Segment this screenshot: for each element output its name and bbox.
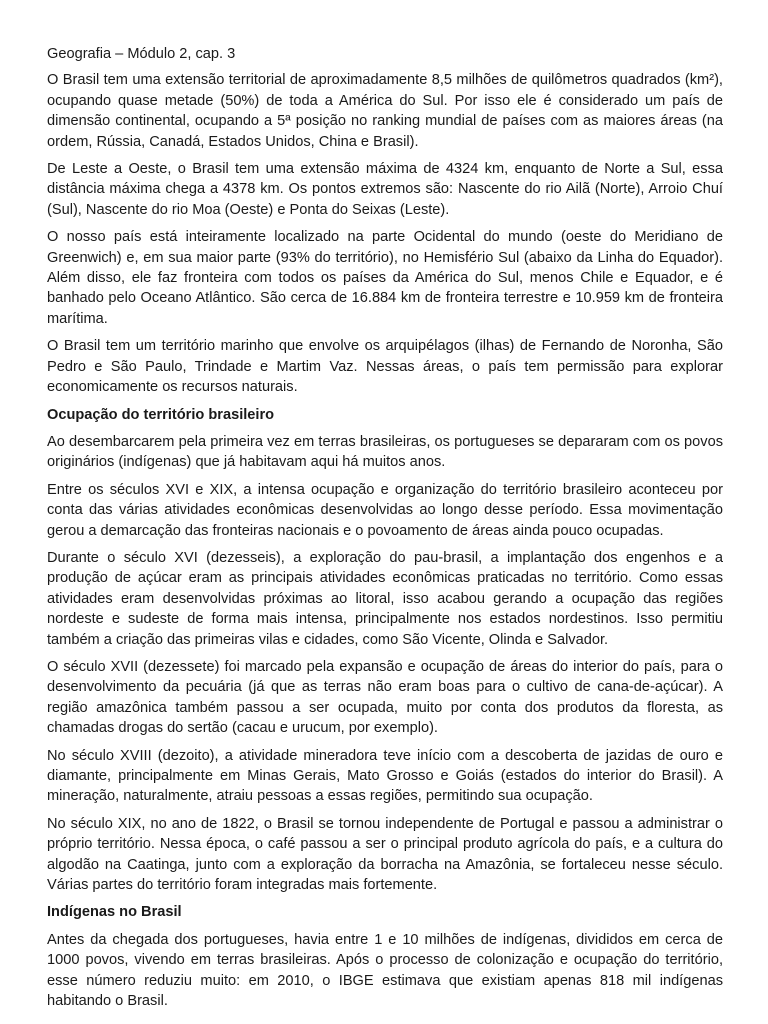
paragraph-desembarque: Ao desembarcarem pela primeira vez em terras brasileiras, os portugueses se depararam com os povos originários (indígenas) que já habitavam aqui há muitos anos. [47, 433, 723, 471]
paragraph-indigenas: Antes da chegada dos portugueses, havia entre 1 e 10 milhões de indígenas, divididos em cerca de 1000 povos, vivendo em terras brasileiras. Após o processo de colonização e ocupação do território, esse número reduziu muito: em 2010, o IBGE estimava que existiam apenas 818 mil indígenas habitando o Brasil. [47, 931, 723, 1010]
section-heading-indigenas: Indígenas no Brasil [47, 904, 182, 921]
paragraph-seculo-xvi: Durante o século XVI (dezesseis), a exploração do pau-brasil, a implantação dos engenhos e a produção de açúcar eram as principais atividades econômicas praticadas no território. Como essas atividades eram desenvolvidas próximas ao litoral, isso acabou gerando a ocupação das regiões nordeste e sudeste de forma mais intensa, principalmente nos estados nordestinos. Isso permitiu também a criação das primeiras vilas e cidades, como São Vicente, Olinda e Salvador. [47, 549, 723, 648]
document-header: Geografia – Módulo 2, cap. 3 [47, 46, 236, 62]
paragraph-seculo-xix: No século XIX, no ano de 1822, o Brasil se tornou independente de Portugal e passou a administrar o próprio território. Nessa época, o café passou a ser o principal produto agrícola do país, e a cultura do algodão na Caatinga, junto com a exploração da borracha na Amazônia, se fortaleceu nesse século. Várias partes do território foram integradas mais fortemente. [47, 815, 723, 894]
paragraph-localizacao: O nosso país está inteiramente localizado na parte Ocidental do mundo (oeste do Meridiano de Greenwich) e, em sua maior parte (93% do território), no Hemisfério Sul (abaixo da Linha do Equador). Além disso, ele faz fronteira com todos os países da América do Sul, menos Chile e Equador, e é banhado pelo Oceano Atlântico. São cerca de 16.884 km de fronteira terrestre e 10.959 km de fronteira marítima. [47, 229, 723, 327]
paragraph-pontos-extremos: De Leste a Oeste, o Brasil tem uma extensão máxima de 4324 km, enquanto de Norte a Sul, essa distância máxima chega a 4378 km. Os pontos extremos são: Nascente do rio Ailã (Norte), Arroio Chuí (Sul), Nascente do rio Moa (Oeste) e Ponta do Seixas (Leste). [47, 161, 723, 218]
paragraph-seculo-xvii: O século XVII (dezessete) foi marcado pela expansão e ocupação de áreas do interior do país, para o desenvolvimento da pecuária (já que as terras não eram boas para o cultivo de cana-de-açúcar). A região amazônica também passou a ser ocupada, muito por conta dos produtos da floresta, as chamadas drogas do sertão (cacau e urucum, por exemplo). [47, 658, 723, 737]
document-page [47, 44, 723, 1018]
paragraph-territorio-marinho: O Brasil tem um território marinho que envolve os arquipélagos (ilhas) de Fernando de Noronha, São Pedro e São Paulo, Trindade e Martim Vaz. Nessas áreas, o país tem permissão para explorar economicamente os recursos naturais. [47, 338, 723, 396]
paragraph-extensao: O Brasil tem uma extensão territorial de aproximadamente 8,5 milhões de quilômetros quadrados (km²), ocupando quase metade (50%) de toda a América do Sul. Por isso ele é considerado um país de dimensão continental, ocupando a 5ª posição no ranking mundial de países com as maiores áreas (na ordem, Rússia, Canadá, Estados Unidos, China e Brasil). [47, 72, 723, 150]
section-heading-ocupacao: Ocupação do território brasileiro [47, 406, 275, 423]
paragraph-seculo-xviii: No século XVIII (dezoito), a atividade mineradora teve início com a descoberta de jazidas de ouro e diamante, principalmente em Minas Gerais, Mato Grosso e Goiás (estados do interior do Brasil). A mineração, naturalmente, atraiu pessoas a essas regiões, permitindo sua ocupação. [47, 747, 723, 805]
paragraph-seculos-xvi-xix: Entre os séculos XVI e XIX, a intensa ocupação e organização do território brasileiro aconteceu por conta das várias atividades econômicas desenvolvidas ao longo desse período. Essa movimentação gerou a demarcação das fronteiras nacionais e o povoamento de áreas ainda pouco ocupadas. [47, 481, 723, 539]
